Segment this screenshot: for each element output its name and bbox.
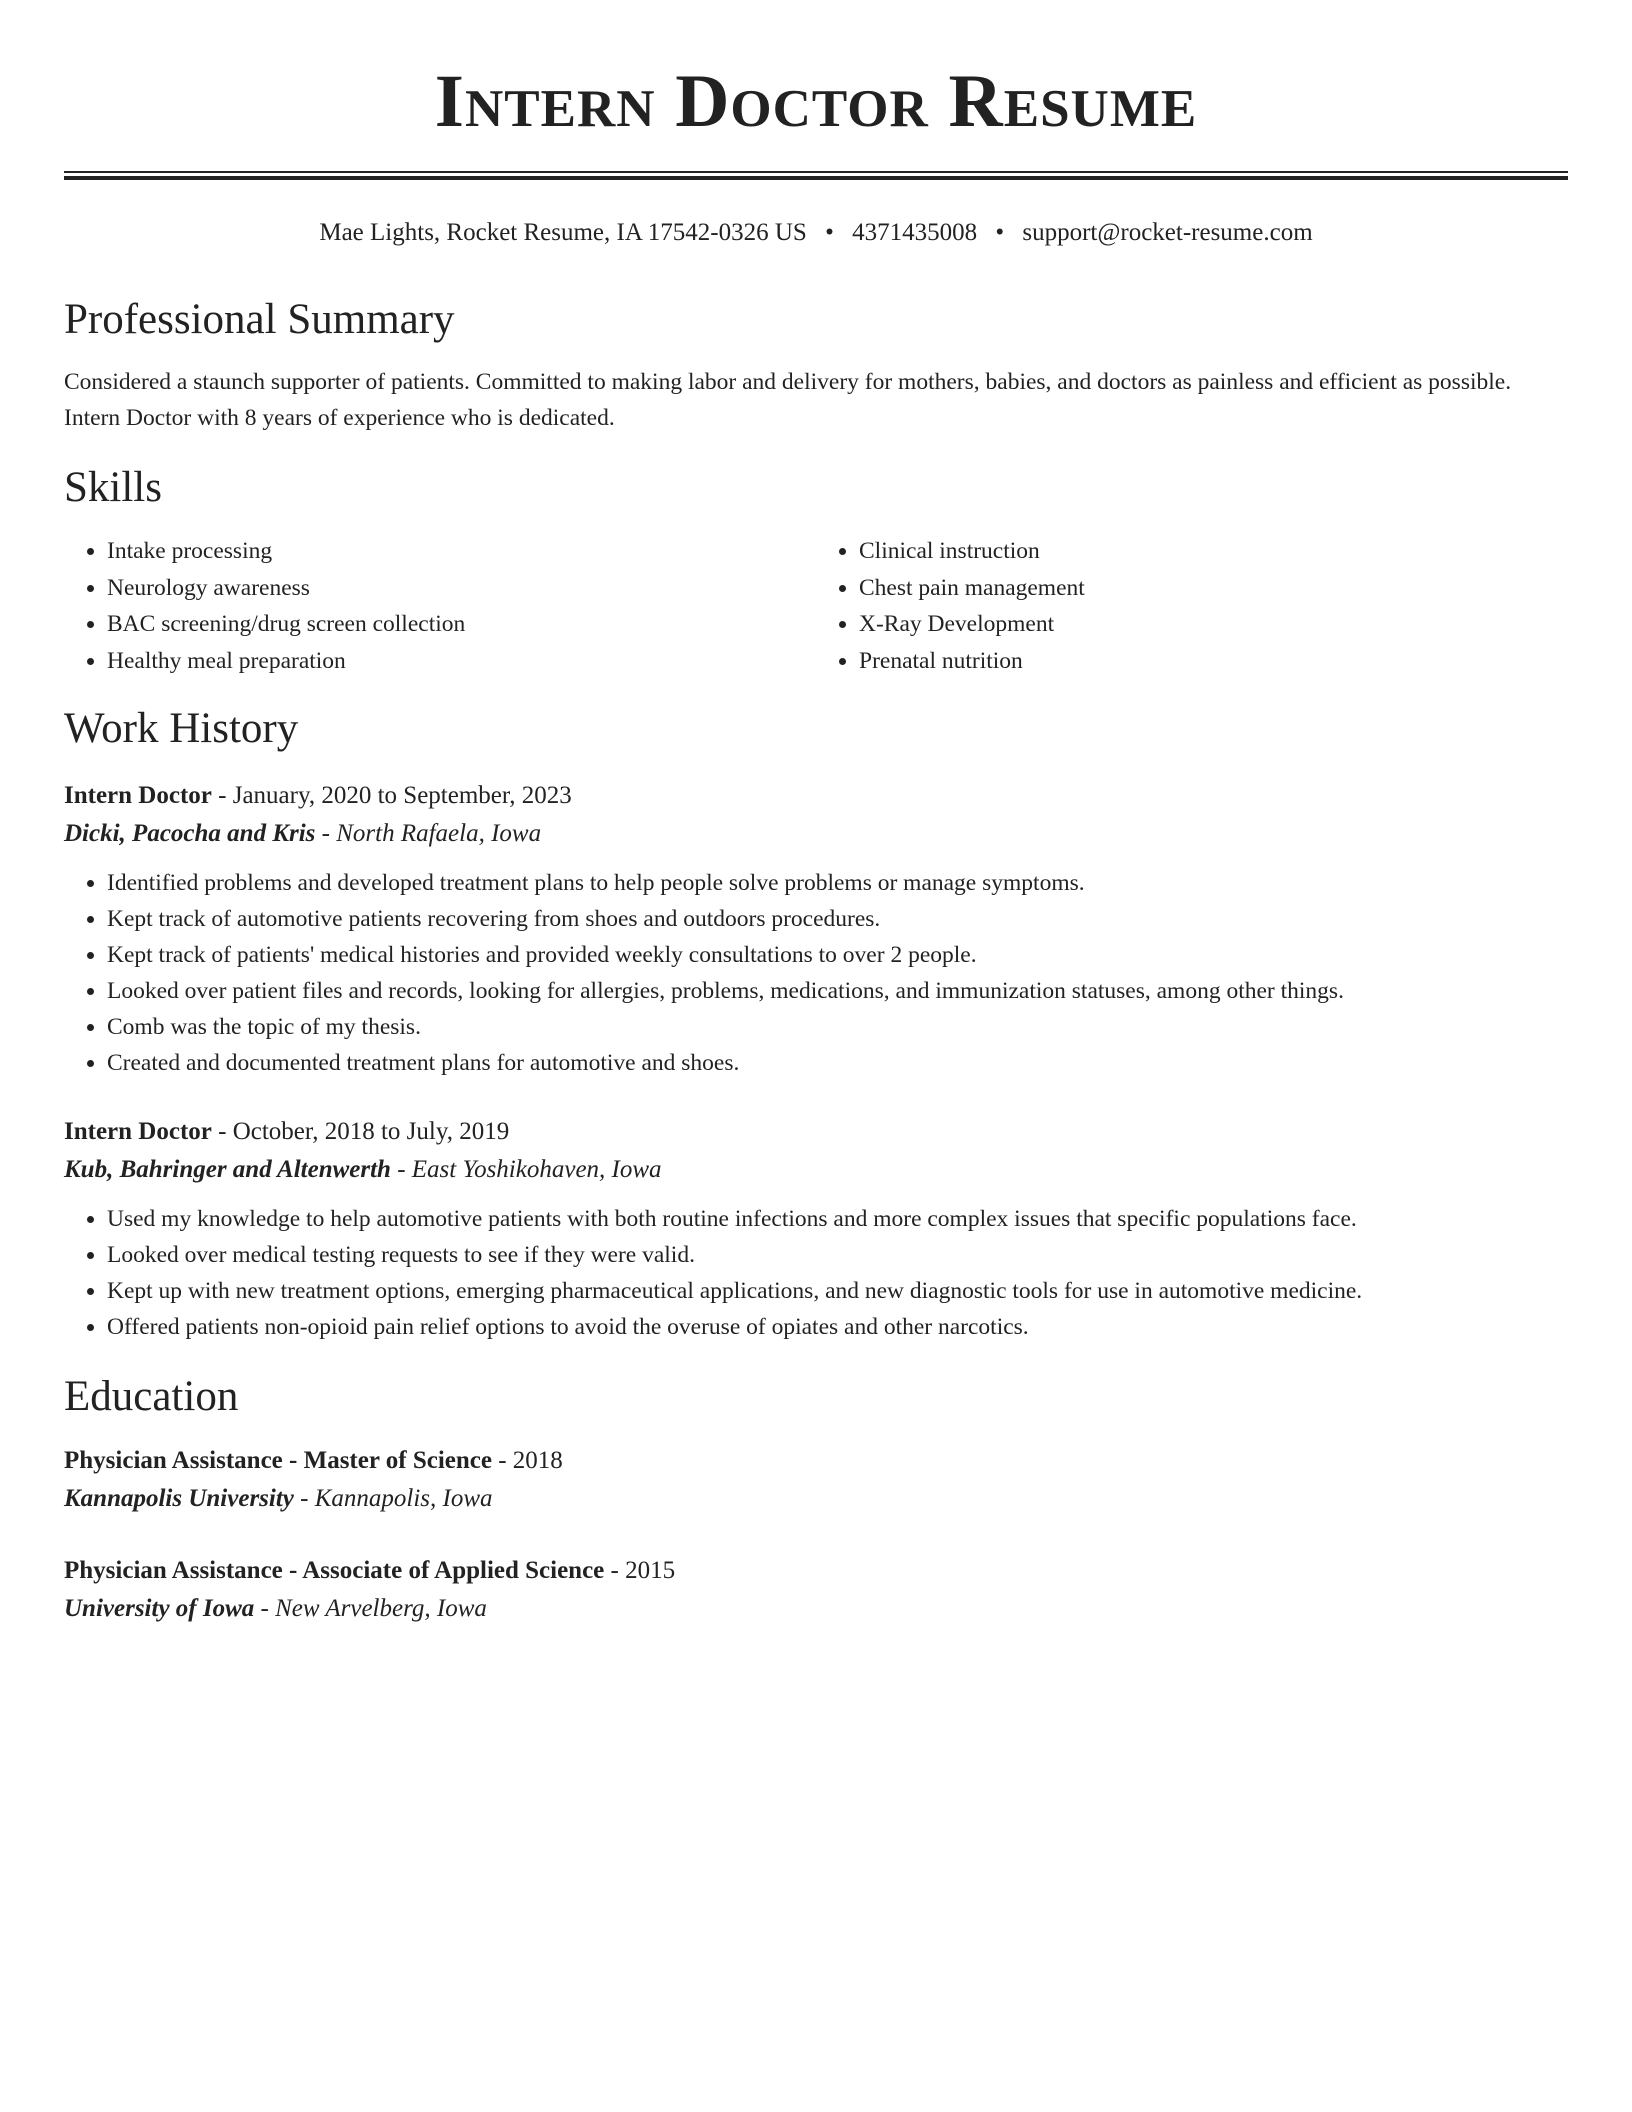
- duty-item: • Looked over medical testing requests to see if they were valid.: [107, 1237, 1568, 1273]
- skill-item: • Intake processing: [107, 533, 816, 570]
- education-header: [64, 1552, 1568, 1590]
- skills-heading: Skills: [64, 463, 162, 511]
- contact-separator: •: [995, 219, 1005, 246]
- duty-item: • Offered patients non-opioid pain relief options to avoid the overuse of opiates and other narcotics.: [107, 1309, 1568, 1345]
- skill-item: • Prenatal nutrition: [859, 643, 1568, 680]
- education-degree: Physician Assistance - Master of Science: [64, 1447, 492, 1475]
- job-role: Intern Doctor: [64, 781, 212, 809]
- job-header: [64, 777, 1568, 815]
- education-school-line: [64, 1480, 1568, 1518]
- contact-line: [64, 218, 1568, 248]
- job-entry: [64, 777, 1568, 1081]
- education-year: - 2018: [491, 1447, 563, 1475]
- skill-item: • X-Ray Development: [859, 606, 1568, 643]
- duty-item: • Kept up with new treatment options, emerging pharmaceutical applications, and new diagnostic tools for use in automotive medicine.: [107, 1273, 1568, 1309]
- education-entry: [64, 1442, 1568, 1518]
- duty-item: • Identified problems and developed treatment plans to help people solve problems or manage symptoms.: [107, 865, 1568, 901]
- summary-text: Considered a staunch supporter of patients. Committed to making labor and delivery for mothers, babies, and doctors as painless and efficient as possible. Intern Doctor with 8 years of experience who is dedicated.: [64, 368, 1512, 431]
- job-header: [64, 1113, 1568, 1151]
- job-company: Dicki, Pacocha and Kris: [64, 819, 316, 847]
- title-divider: [64, 171, 1568, 180]
- duty-item: • Created and documented treatment plans for automotive and shoes.: [107, 1045, 1568, 1081]
- job-location: - North Rafaela, Iowa: [315, 819, 542, 847]
- education-header: [64, 1442, 1568, 1480]
- job-dates: - October, 2018 to July, 2019: [211, 1117, 510, 1145]
- education-location: - Kannapolis, Iowa: [293, 1485, 493, 1513]
- skill-item: • Clinical instruction: [859, 533, 1568, 570]
- job-role: Intern Doctor: [64, 1117, 212, 1145]
- education-school-line: [64, 1590, 1568, 1628]
- education-degree: Physician Assistance - Associate of Applied Science: [64, 1557, 605, 1585]
- skill-item: • BAC screening/drug screen collection: [107, 606, 816, 643]
- job-duties: [64, 1201, 1568, 1345]
- education-entry: [64, 1552, 1568, 1628]
- job-employer-line: [64, 1151, 1568, 1189]
- job-entry: [64, 1113, 1568, 1345]
- job-employer-line: [64, 815, 1568, 853]
- job-location: - East Yoshikohaven, Iowa: [390, 1155, 662, 1183]
- duty-item: • Kept track of automotive patients recovering from shoes and outdoors procedures.: [107, 901, 1568, 937]
- skills-column-right: [816, 533, 1568, 679]
- education-school: University of Iowa: [64, 1595, 255, 1623]
- resume-title: Intern Doctor Resume: [434, 60, 1198, 143]
- skill-item: • Chest pain management: [859, 570, 1568, 607]
- skill-item: • Healthy meal preparation: [107, 643, 816, 680]
- skills-list: [64, 533, 1568, 679]
- job-duties: [64, 865, 1568, 1081]
- job-dates: - January, 2020 to September, 2023: [211, 781, 572, 809]
- contact-phone: 4371435008: [852, 219, 978, 246]
- skill-item: • Neurology awareness: [107, 570, 816, 607]
- education-school: Kannapolis University: [64, 1485, 294, 1513]
- education-heading: Education: [64, 1372, 239, 1420]
- education-year: - 2015: [604, 1557, 676, 1585]
- duty-item: • Looked over patient files and records, looking for allergies, problems, medications, and immunization statuses, among other things.: [107, 973, 1568, 1009]
- education-location: - New Arvelberg, Iowa: [254, 1595, 487, 1623]
- duty-item: • Kept track of patients' medical histories and provided weekly consultations to over 2 people.: [107, 937, 1568, 973]
- job-company: Kub, Bahringer and Altenwerth: [64, 1155, 391, 1183]
- duty-item: • Used my knowledge to help automotive patients with both routine infections and more complex issues that specific populations face.: [107, 1201, 1568, 1237]
- contact-address: Mae Lights, Rocket Resume, IA 17542-0326 US: [319, 219, 807, 246]
- work-history-heading: Work History: [64, 705, 299, 753]
- summary-heading: Professional Summary: [64, 296, 455, 343]
- contact-separator: •: [825, 219, 834, 246]
- contact-email[interactable]: support@rocket-resume.com: [1022, 219, 1313, 246]
- duty-item: • Comb was the topic of my thesis.: [107, 1009, 1568, 1045]
- skills-column-left: [64, 533, 816, 679]
